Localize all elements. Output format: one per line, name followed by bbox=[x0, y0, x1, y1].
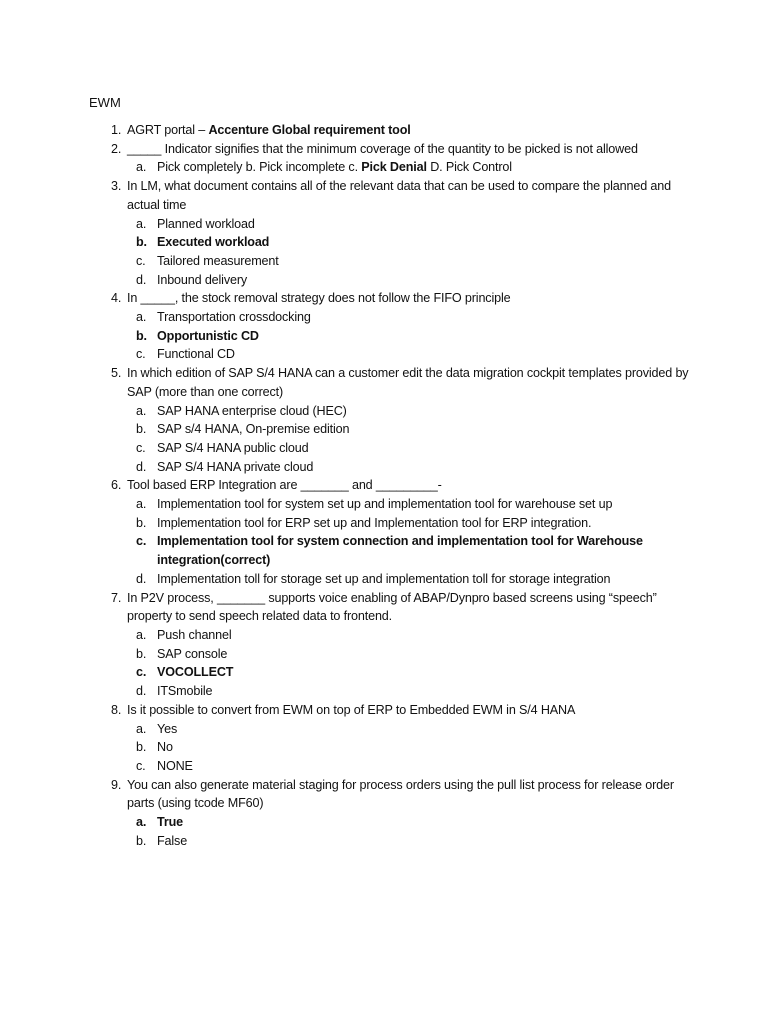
option-item bbox=[89, 215, 689, 234]
document-title: EWM bbox=[89, 95, 121, 110]
question-text: In _____, the stock removal strategy does not follow the FIFO principle bbox=[127, 291, 511, 306]
question-text: In which edition of SAP S/4 HANA can a customer edit the data migration cockpit templates provided by SAP (more than one correct) bbox=[127, 366, 689, 399]
option-letter: a. bbox=[136, 721, 147, 736]
question-text: In LM, what document contains all of the relevant data that can be used to compare the planned and actual time bbox=[127, 179, 671, 212]
option-letter: b. bbox=[136, 833, 147, 848]
question-number: 8. bbox=[111, 702, 122, 717]
option-letter: c. bbox=[136, 665, 147, 680]
option-item bbox=[89, 252, 689, 271]
question-1 bbox=[89, 121, 689, 140]
question-text: In P2V process, _______ supports voice enabling of ABAP/Dynpro based screens using “speech” property to send speech related data to frontend. bbox=[127, 590, 657, 624]
question-number: 2. bbox=[111, 141, 122, 156]
option-text: NONE bbox=[157, 758, 193, 773]
option-item-correct bbox=[89, 532, 689, 569]
question-3 bbox=[89, 177, 689, 214]
question-text: Is it possible to convert from EWM on top of ERP to Embedded EWM in S/4 HANA bbox=[127, 702, 576, 717]
option-text: Implementation tool for system set up and implementation tool for warehouse set up bbox=[157, 497, 613, 512]
option-item bbox=[89, 682, 689, 701]
option-letter: d. bbox=[136, 272, 147, 287]
option-item bbox=[89, 271, 689, 290]
option-text: Executed workload bbox=[157, 235, 270, 250]
question-6 bbox=[89, 476, 689, 495]
option-text: SAP s/4 HANA, On-premise edition bbox=[157, 422, 350, 437]
option-text-part2: D. Pick Control bbox=[426, 160, 512, 175]
option-letter: a. bbox=[136, 403, 147, 418]
option-item bbox=[89, 832, 689, 851]
option-text: False bbox=[157, 833, 188, 848]
option-letter: a. bbox=[136, 497, 147, 512]
question-text: _____ Indicator signifies that the minimum coverage of the quantity to be picked is not allowed bbox=[127, 141, 638, 156]
option-item bbox=[89, 308, 689, 327]
question-4 bbox=[89, 289, 689, 308]
option-text: SAP S/4 HANA private cloud bbox=[157, 459, 314, 474]
option-text-part1: Pick completely b. Pick incomplete c. bbox=[157, 160, 362, 175]
question-8 bbox=[89, 701, 689, 720]
option-letter: d. bbox=[136, 684, 147, 699]
option-text: Transportation crossdocking bbox=[157, 310, 311, 325]
option-letter: c. bbox=[136, 253, 146, 268]
option-letter: c. bbox=[136, 347, 146, 362]
question-5 bbox=[89, 364, 689, 401]
question-7 bbox=[89, 589, 689, 626]
option-item-correct bbox=[89, 233, 689, 252]
option-letter: a. bbox=[136, 627, 147, 642]
option-text: SAP HANA enterprise cloud (HEC) bbox=[157, 403, 347, 418]
option-item bbox=[89, 158, 689, 177]
question-number: 7. bbox=[111, 590, 122, 605]
question-number: 3. bbox=[111, 179, 122, 194]
option-text: Implementation toll for storage set up and implementation toll for storage integration bbox=[157, 571, 611, 586]
option-item bbox=[89, 402, 689, 421]
option-text: Yes bbox=[157, 721, 178, 736]
option-item bbox=[89, 345, 689, 364]
option-text: VOCOLLECT bbox=[157, 665, 234, 680]
option-item bbox=[89, 738, 689, 757]
question-number: 6. bbox=[111, 478, 122, 493]
option-text-bold: Pick Denial bbox=[361, 160, 427, 175]
question-text-bold: Accenture Global requirement tool bbox=[208, 123, 411, 137]
question-text: Tool based ERP Integration are _______ and _________- bbox=[127, 478, 442, 493]
question-text-plain: AGRT portal – bbox=[127, 123, 209, 137]
option-letter: c. bbox=[136, 534, 147, 549]
question-2 bbox=[89, 140, 689, 159]
option-text: ITSmobile bbox=[157, 684, 213, 699]
option-item bbox=[89, 757, 689, 776]
option-item-correct bbox=[89, 663, 689, 682]
option-letter: b. bbox=[136, 515, 147, 530]
question-text: You can also generate material staging for process orders using the pull list process for release order parts (using tcode MF60) bbox=[127, 777, 674, 811]
option-text: Implementation tool for ERP set up and Implementation tool for ERP integration. bbox=[157, 515, 592, 530]
option-item bbox=[89, 645, 689, 664]
option-letter: a. bbox=[136, 310, 147, 325]
option-item bbox=[89, 570, 689, 589]
option-letter: b. bbox=[136, 328, 147, 343]
option-text: Functional CD bbox=[157, 347, 235, 362]
option-item bbox=[89, 495, 689, 514]
option-item bbox=[89, 420, 689, 439]
option-text bbox=[157, 160, 512, 174]
option-item bbox=[89, 720, 689, 739]
option-letter: a. bbox=[136, 160, 147, 175]
option-text: Opportunistic CD bbox=[157, 328, 259, 343]
question-number: 5. bbox=[111, 366, 122, 381]
question-number: 9. bbox=[111, 777, 122, 792]
option-text: SAP S/4 HANA public cloud bbox=[157, 440, 309, 455]
option-letter: a. bbox=[136, 815, 147, 830]
option-letter: a. bbox=[136, 216, 147, 231]
option-item bbox=[89, 439, 689, 458]
option-letter: d. bbox=[136, 571, 147, 586]
option-letter: b. bbox=[136, 740, 147, 755]
option-text: Implementation tool for system connection and implementation tool for Warehouse integration(correct) bbox=[157, 534, 643, 568]
option-letter: d. bbox=[136, 459, 147, 474]
option-item-correct bbox=[89, 813, 689, 832]
question-text bbox=[127, 121, 689, 140]
option-text: No bbox=[157, 740, 173, 755]
option-letter: c. bbox=[136, 440, 146, 455]
option-letter: b. bbox=[136, 422, 147, 437]
option-text: Inbound delivery bbox=[157, 272, 248, 287]
option-text: Planned workload bbox=[157, 216, 255, 231]
option-item bbox=[89, 626, 689, 645]
option-letter: c. bbox=[136, 758, 146, 773]
option-text: Push channel bbox=[157, 627, 232, 642]
question-number: 1. bbox=[111, 123, 122, 137]
option-text: SAP console bbox=[157, 646, 228, 661]
question-number: 4. bbox=[111, 291, 122, 306]
option-text: True bbox=[157, 815, 183, 830]
question-9 bbox=[89, 776, 689, 813]
option-letter: b. bbox=[136, 235, 147, 250]
option-text: Tailored measurement bbox=[157, 253, 279, 268]
option-item bbox=[89, 458, 689, 477]
question-list bbox=[89, 121, 689, 850]
option-letter: b. bbox=[136, 646, 147, 661]
option-item-correct bbox=[89, 327, 689, 346]
option-item bbox=[89, 514, 689, 533]
